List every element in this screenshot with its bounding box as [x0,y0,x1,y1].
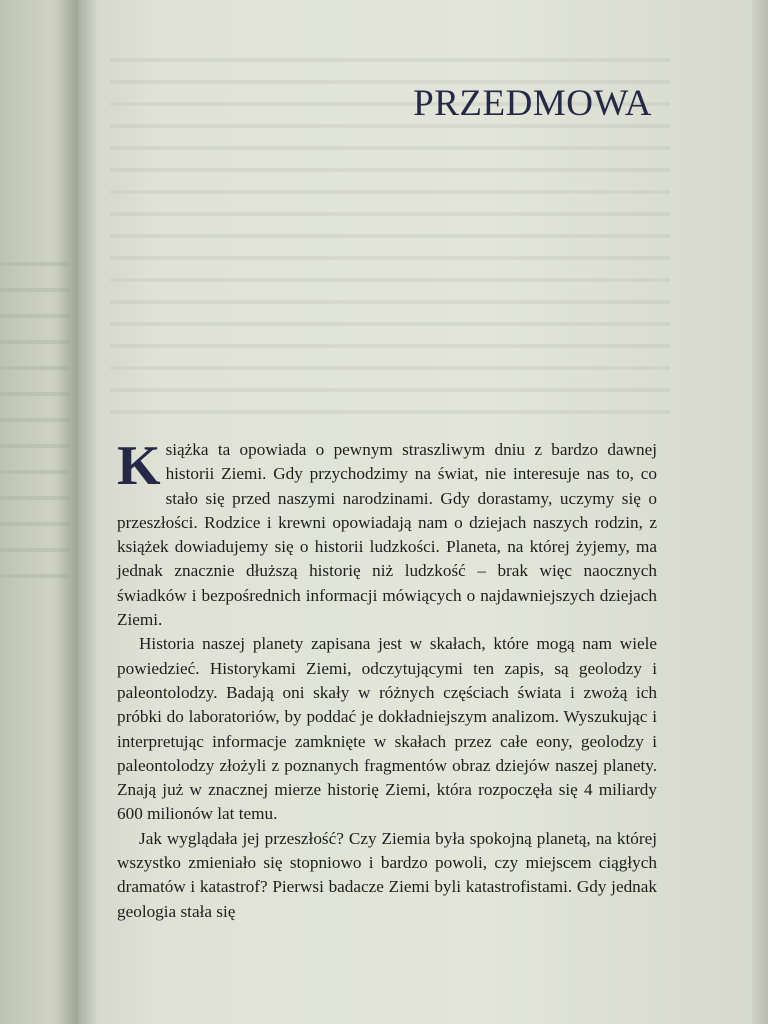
paragraph-2: Historia naszej planety zapisana jest w skałach, które mogą nam wiele powiedzieć. Historykami Ziemi, odczytującymi ten zapis, są geolodzy i paleontolodzy. Badają oni skały w różnych częściach świata i zwożą ich próbki do laboratoriów, by poddać je dokładniejszym analizom. Wyszukując i interpretując informacje zamknięte w skałach przez całe eony, geolodzy i paleontolodzy złożyli z poznanych fragmentów obraz dziejów naszej planety. Znają już w znacznej mierze historię Ziemi, która rozpoczęła się 4 miliardy 600 milionów lat temu. [117,634,657,824]
page-edge [752,0,768,1024]
paragraph-1 [117,435,657,632]
paragraph-1-text: siążka ta opowiada o pewnym straszliwym dniu z bardzo dawnej historii Ziemi. Gdy przychodzimy na świat, nie interesuje nas to, co stało się przed naszymi narodzinami. Gdy dorastamy, uczymy się o przeszłości. Rodzice i krewni opowiadają nam o dziejach naszych rodzin, z książek dowiadujemy się o historii ludzkości. Planeta, na której żyjemy, ma jednak znacznie dłuższą historię niż ludzkość – brak więc naocznych świadków i bezpośrednich informacji mówiących o najdawniejszych dziejach Ziemi. [117,440,657,630]
drop-cap: K [117,435,161,497]
paragraph-3: Jak wyglądała jej przeszłość? Czy Ziemia była spokojną planetą, na której wszystko zmieniało się stopniowo i bardzo powoli, czy miejscem ciągłych dramatów i katastrof? Pierwsi badacze Ziemi byli katastrofistami. Gdy jednak geologia stała się [117,828,657,921]
book-gutter [58,0,98,1024]
chapter-title: PRZEDMOWA [413,83,652,124]
chapter-body [117,435,657,924]
